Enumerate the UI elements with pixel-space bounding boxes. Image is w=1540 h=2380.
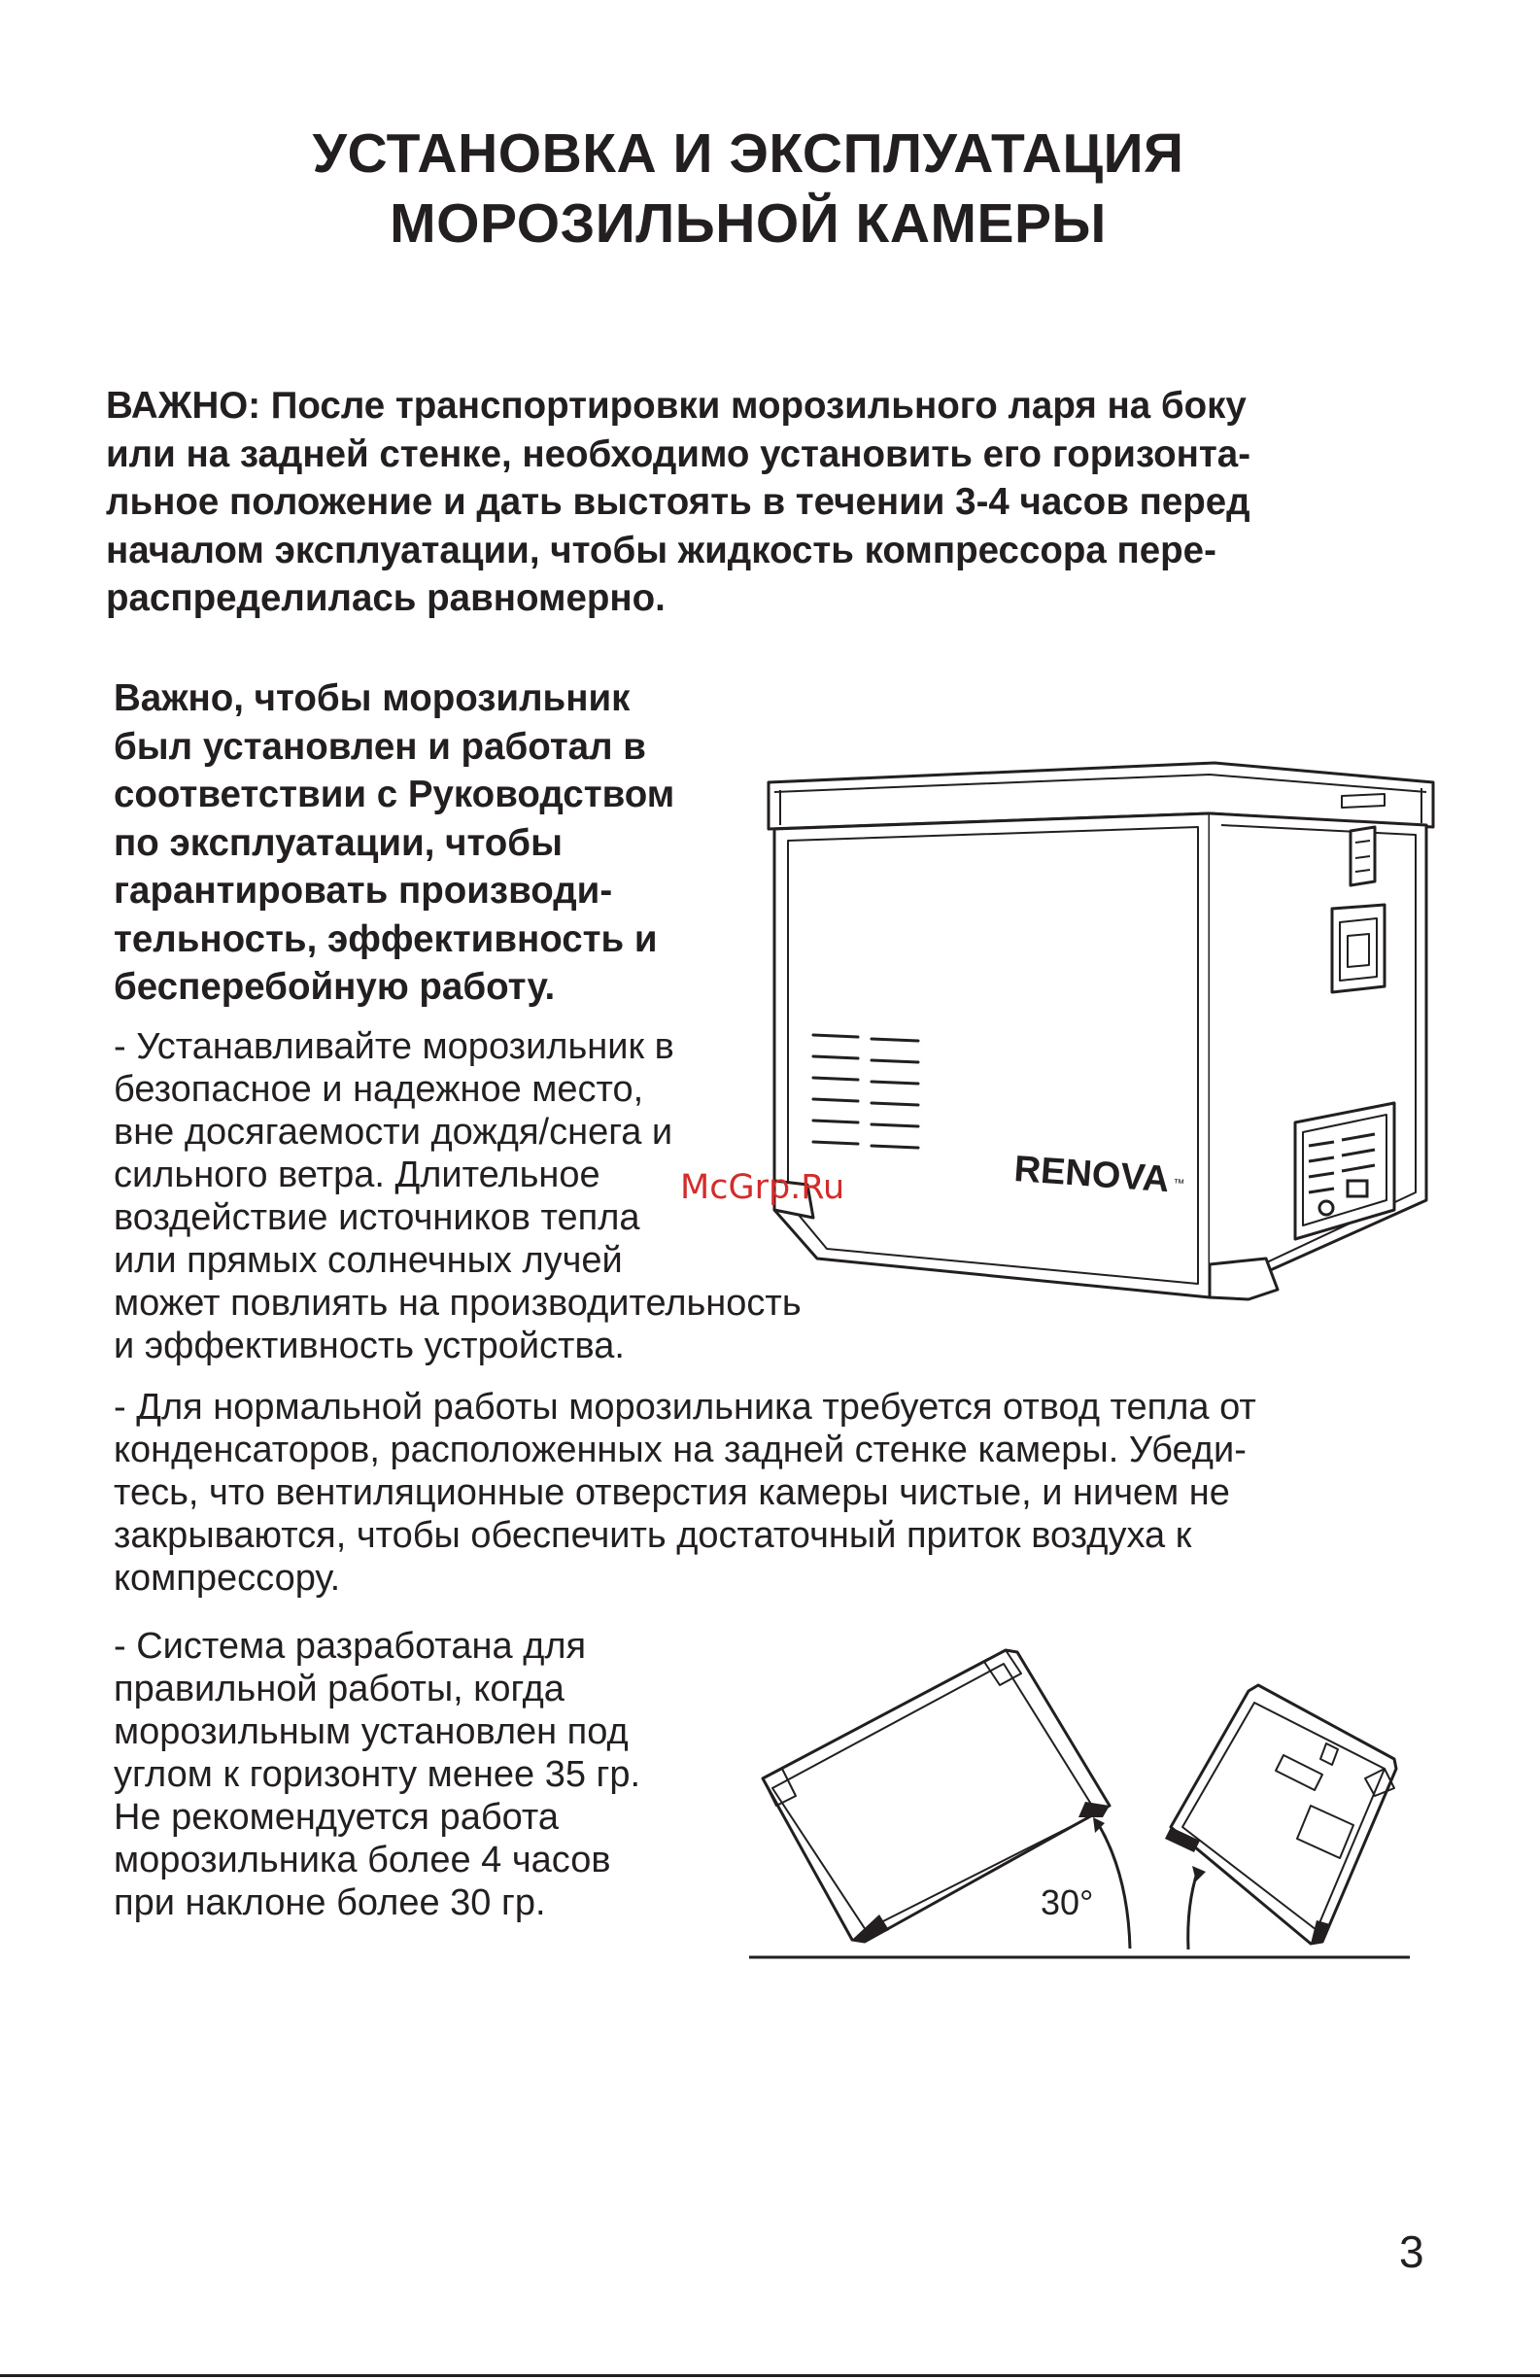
paragraph-line: закрываются, чтобы обеспечить достаточный приток воздуха к <box>114 1515 1192 1556</box>
paragraph-line: безопасное и надежное место, <box>114 1069 644 1110</box>
paragraph-line: воздействие источников тепла <box>114 1197 640 1238</box>
title-line-2: МОРОЗИЛЬНОЙ КАМЕРЫ <box>390 192 1107 255</box>
page-number: 3 <box>1399 2226 1424 2277</box>
installation-paragraph <box>114 1025 802 1367</box>
important-line: льное положение и дать выстоять в течении 3-4 часов перед <box>106 481 1250 523</box>
paragraph-line: Не рекомендуется работа <box>114 1797 560 1838</box>
paragraph-line: и эффективность устройства. <box>114 1326 625 1366</box>
lead-line: соответствии с Руководством <box>114 774 675 815</box>
tilt-diagram <box>743 1633 1423 1963</box>
paragraph-line: - Система разработана для <box>114 1626 587 1667</box>
important-note <box>106 382 1466 623</box>
paragraph-line: правильной работы, когда <box>114 1669 565 1709</box>
important-line: ВАЖНО: После транспортировки морозильного ларя на боку <box>106 385 1247 427</box>
lead-line: бесперебойную работу. <box>114 966 556 1008</box>
paragraph-line: морозильным установлен под <box>114 1711 629 1752</box>
brand-trademark: ™ <box>1172 1176 1185 1190</box>
paragraph-line: сильного ветра. Длительное <box>114 1155 600 1195</box>
ventilation-paragraph <box>114 1386 1256 1600</box>
lead-line: по эксплуатации, чтобы <box>114 821 563 864</box>
paragraph-line: или прямых солнечных лучей <box>114 1240 623 1281</box>
page-title <box>0 119 1496 259</box>
brand-logo: RENOVA <box>1012 1149 1171 1201</box>
paragraph-line: компрессору. <box>114 1558 341 1599</box>
angle-label: 30° <box>1041 1882 1094 1922</box>
lead-line: гарантировать производи- <box>114 870 613 912</box>
paragraph-line: морозильника более 4 часов <box>114 1840 611 1880</box>
tilt-paragraph <box>114 1625 640 1924</box>
important-line: распределилась равномерно. <box>106 577 666 619</box>
freezer-illustration <box>753 753 1443 1307</box>
lead-line: Важно, чтобы морозильник <box>114 677 631 719</box>
important-line: началом эксплуатации, чтобы жидкость компрессора пере- <box>106 529 1216 571</box>
paragraph-line: тесь, что вентиляционные отверстия камеры чистые, и ничем не <box>114 1472 1230 1513</box>
tilted-freezer-right <box>1171 1685 1396 1944</box>
lead-note <box>114 674 674 1012</box>
watermark: McGrp.Ru <box>680 1168 845 1207</box>
paragraph-line: вне досягаемости дождя/снега и <box>114 1112 673 1153</box>
title-line-1: УСТАНОВКА И ЭКСПЛУАТАЦИЯ <box>312 122 1184 185</box>
paragraph-line: - Устанавливайте морозильник в <box>114 1026 674 1067</box>
lead-line: тельность, эффективность и <box>114 917 658 960</box>
paragraph-line: конденсаторов, расположенных на задней стенке камеры. Убеди- <box>114 1430 1247 1470</box>
bottom-rule <box>0 2374 1540 2377</box>
paragraph-line: при наклоне более 30 гр. <box>114 1882 546 1923</box>
lead-line: был установлен и работал в <box>114 725 646 768</box>
important-line: или на задней стенке, необходимо установить его горизонта- <box>106 432 1251 475</box>
paragraph-line: - Для нормальной работы морозильника требуется отвод тепла от <box>114 1387 1256 1428</box>
paragraph-line: может повлиять на производительность <box>114 1283 802 1324</box>
paragraph-line: углом к горизонту менее 35 гр. <box>114 1754 641 1795</box>
